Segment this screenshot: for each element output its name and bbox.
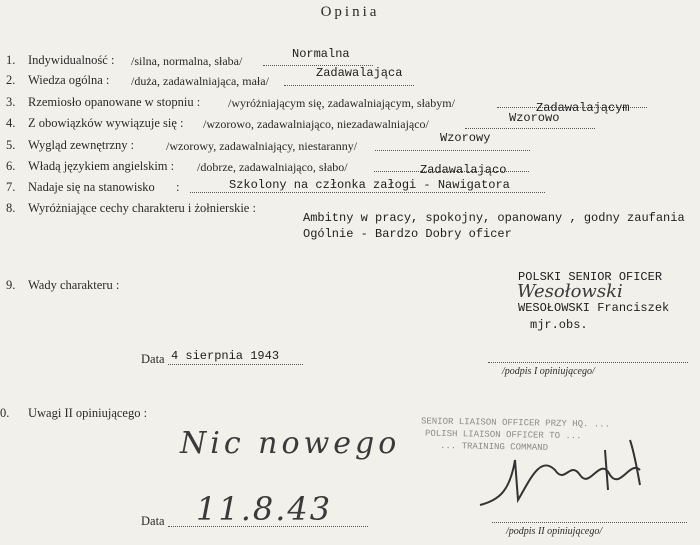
signature-1-name: WESOŁOWSKI Franciszek <box>518 301 670 315</box>
item-5-value: Wzorowy <box>440 131 491 145</box>
item-4-number: 4. <box>6 116 16 130</box>
date-2-label: Data <box>141 514 165 528</box>
signature-2-caption: /podpis II opiniującego/ <box>506 526 603 537</box>
stamp-line-2: POLISH LIAISON OFFICER TO ... <box>424 428 582 442</box>
item-10-label: Uwagi II opiniującego : <box>28 406 148 420</box>
item-3-label: Rzemiosło opanowane w stopniu : <box>28 95 201 109</box>
item-7-number: 7. <box>6 180 16 194</box>
item-10-number: 0. <box>0 406 10 420</box>
item-6-number: 6. <box>6 159 16 173</box>
signature-1-rank: mjr.obs. <box>530 318 588 332</box>
item-8-line-2: Ogólnie - Bardzo Dobry oficer <box>303 227 512 241</box>
item-2-options: /duża, zadawalniająca, mała/ <box>131 74 269 88</box>
item-1-options: /silna, normalna, słaba/ <box>131 54 243 68</box>
date-1-value: 4 sierpnia 1943 <box>171 349 280 363</box>
item-2-number: 2. <box>6 73 16 87</box>
item-7-colon: : <box>176 180 180 194</box>
item-3-number: 3. <box>6 95 16 109</box>
item-7-fill-line <box>190 192 545 193</box>
item-1-value: Normalna <box>292 47 350 61</box>
item-2-fill-line <box>284 85 414 86</box>
item-4-value: Wzorowo <box>509 111 560 125</box>
signature-2-scribble <box>470 430 670 510</box>
stamp-line-1: SENIOR LIAISON OFFICER PRZY HQ. ... <box>420 416 611 430</box>
date-1-fill-line <box>168 364 303 365</box>
item-8-label: Wyróżniające cechy charakteru i żołnierskie : <box>28 201 256 215</box>
signature-1-title: POLSKI SENIOR OFICER <box>518 270 663 284</box>
signature-2-line <box>492 522 687 523</box>
item-4-label: Z obowiązków wywiązuje się : <box>28 116 184 130</box>
signature-1-line <box>488 362 688 363</box>
item-7-label: Nadaje się na stanowisko <box>28 180 155 194</box>
item-6-options: /dobrze, zadawalniająco, słabo/ <box>197 160 348 174</box>
item-1-number: 1. <box>6 53 16 67</box>
item-3-options: /wyróżniającym się, zadawalniającym, słabym/ <box>228 96 455 110</box>
item-9-number: 9. <box>6 278 16 292</box>
item-7-value: Szkolony na członka załogi - Nawigatora <box>229 178 510 192</box>
item-8-number: 8. <box>6 201 16 215</box>
item-8-line-1: Ambitny w pracy, spokojny, opanowany , godny zaufania <box>303 211 685 225</box>
item-4-options: /wzorowo, zadawalniająco, niezadawalniająco/ <box>203 117 429 131</box>
document-title: Opinia <box>320 4 380 20</box>
date-2-value: 11.8.43 <box>196 490 333 528</box>
signature-1-handwritten: Wesołowski <box>517 281 623 302</box>
item-5-fill-line <box>375 150 530 151</box>
date-1-label: Data <box>141 352 165 366</box>
item-4-fill-line <box>465 128 595 129</box>
item-9-label: Wady charakteru : <box>28 278 120 292</box>
item-6-value: Zadawalająco <box>420 163 507 177</box>
item-2-label: Wiedza ogólna : <box>28 73 110 87</box>
stamp-line-3: ... TRAINING COMMAND <box>439 441 549 453</box>
item-5-label: Wygląd zewnętrzny : <box>28 138 135 152</box>
item-5-number: 5. <box>6 138 16 152</box>
signature-1-caption: /podpis I opiniującego/ <box>502 366 595 377</box>
item-3-value: Zadawalającym <box>536 101 630 115</box>
item-1-label: Indywidualność : <box>28 53 115 67</box>
item-6-label: Władą językiem angielskim : <box>28 159 175 173</box>
item-2-value: Zadawalająca <box>316 66 403 80</box>
handwritten-remark: Nic nowego <box>180 426 401 461</box>
item-5-options: /wzorowy, zadawalniający, niestaranny/ <box>166 139 358 153</box>
